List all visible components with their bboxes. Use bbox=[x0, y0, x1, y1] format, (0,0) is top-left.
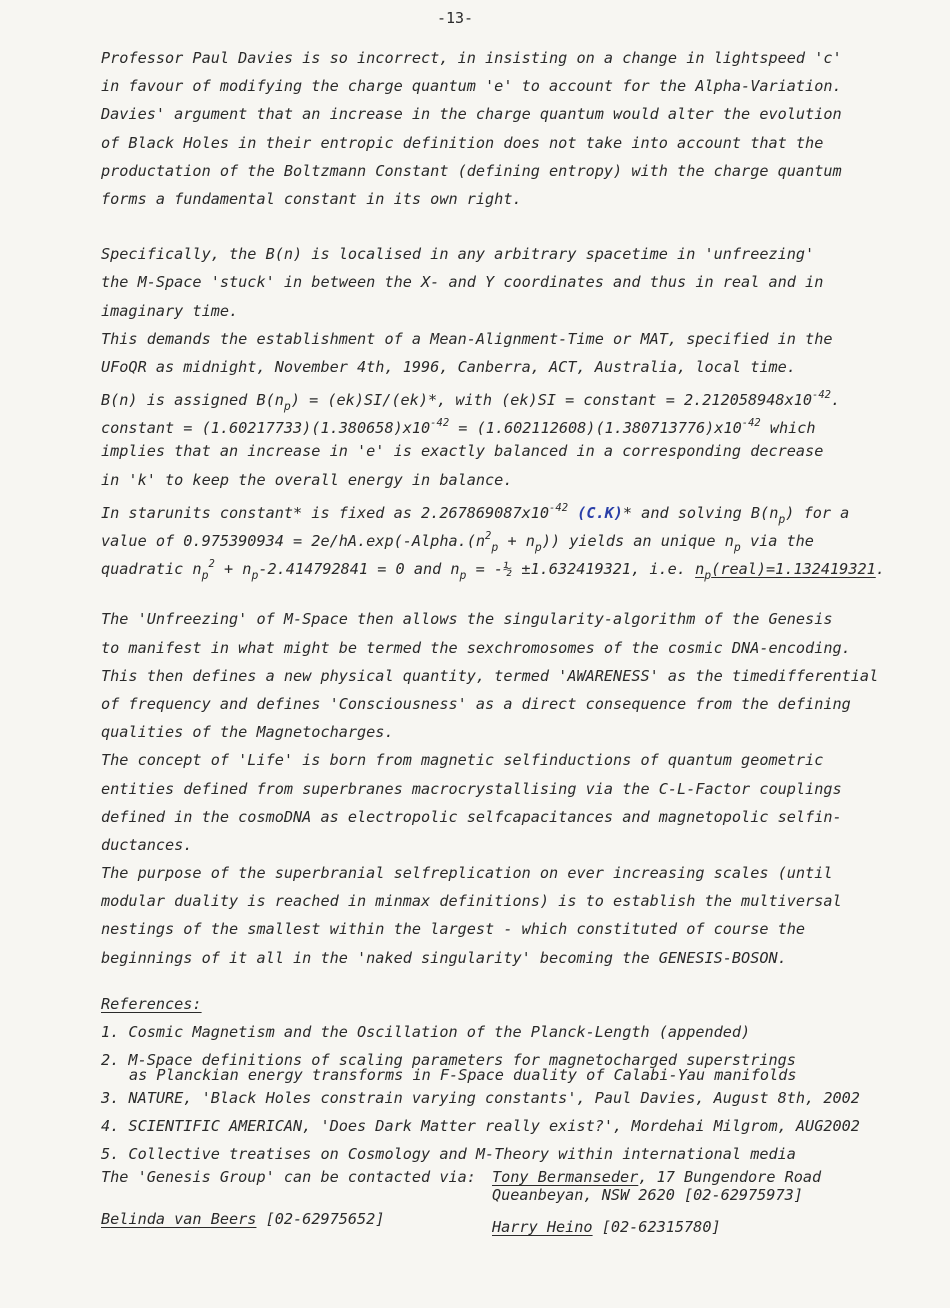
text-line: qualities of the Magnetocharges. bbox=[101, 723, 394, 742]
text-line: in favour of modifying the charge quantum 'e' to account for the Alpha-Variation. bbox=[101, 77, 842, 96]
reference-item-continuation: as Planckian energy transforms in F-Space duality of Calabi-Yau manifolds bbox=[129, 1065, 797, 1084]
text-line: forms a fundamental constant in its own right. bbox=[101, 189, 522, 208]
text-line: This then defines a new physical quantity, termed 'AWARENESS' as the timedifferential bbox=[101, 666, 879, 685]
equation-line: In starunits constant* is fixed as $2.267869087x10^{-42}$ (C.K)* and solving $B(n_p)$ for a bbox=[101, 501, 850, 526]
equation-line: B(n) is assigned $B(n_p) = (ek)SI/(ek)*$, with (ek)SI = constant = $2.212058948x10^{-42}$. bbox=[101, 389, 841, 414]
text-line: UFoQR as midnight, November 4th, 1996, Canberra, ACT, Australia, local time. bbox=[101, 357, 796, 376]
result-underlined: $n_p(real)=1.132419321$ bbox=[695, 560, 876, 583]
reference-item: 5. Collective treatises on Cosmology and M-Theory within international media bbox=[101, 1144, 796, 1163]
references-section bbox=[101, 990, 931, 1168]
text-line: of frequency and defines 'Consciousness' as a direct consequence from the defining bbox=[101, 694, 851, 713]
page-number: -13- bbox=[436, 9, 474, 27]
text-line: implies that an increase in 'e' is exactly balanced in a corresponding decrease bbox=[101, 442, 824, 461]
text-line: to manifest in what might be termed the sexchromosomes of the cosmic DNA-encoding. bbox=[101, 638, 851, 657]
paragraph-unfreezing bbox=[101, 605, 931, 971]
contact-harry: Harry Heino [02-62315780] bbox=[492, 1217, 721, 1236]
contact-belinda: Belinda van Beers [02-62975652] bbox=[101, 1209, 385, 1228]
text-line: nestings of the smallest within the largest - which constituted of course the bbox=[101, 920, 806, 939]
reference-item: 1. Cosmic Magnetism and the Oscillation of the Planck-Length (appended) bbox=[101, 1022, 751, 1041]
reference-item: 3. NATURE, 'Black Holes constrain varying constants', Paul Davies, August 8th, 2002 bbox=[101, 1088, 860, 1107]
text-line: beginnings of it all in the 'naked singularity' becoming the GENESIS-BOSON. bbox=[101, 948, 787, 967]
text-line: defined in the cosmoDNA as electropolic selfcapacitances and magnetopolic selfin- bbox=[101, 807, 842, 826]
references-heading: References: bbox=[101, 994, 202, 1013]
contact-tony-address: Queanbeyan, NSW 2620 [02-62975973] bbox=[492, 1185, 803, 1204]
text-line: productation of the Boltzmann Constant (defining entropy) with the charge quantum bbox=[101, 161, 842, 180]
text-line: modular duality is reached in minmax definitions) is to establish the multiversal bbox=[101, 892, 842, 911]
contact-tony: Tony Bermanseder, 17 Bungendore Road bbox=[492, 1167, 822, 1186]
text-line: ductances. bbox=[101, 835, 193, 854]
text-line: Professor Paul Davies is so incorrect, in insisting on a change in lightspeed 'c' bbox=[101, 49, 842, 67]
reference-item: 2. M-Space definitions of scaling parameters for magnetocharged superstrings bbox=[101, 1050, 796, 1069]
equation-line: constant = $(1.60217733)(1.380658)x10^{-42} = (1.602112608)(1.380713776)x10^{-42}$ which bbox=[101, 417, 816, 438]
text-line: The 'Unfreezing' of M-Space then allows the singularity-algorithm of the Genesis bbox=[101, 610, 833, 629]
text-line: This demands the establishment of a Mean-Alignment-Time or MAT, specified in the bbox=[101, 329, 833, 348]
text-line: imaginary time. bbox=[101, 301, 239, 320]
contact-block bbox=[101, 1168, 931, 1236]
equation-line: quadratic $n_p^2 + n_p-2.414792841 = 0$ and $n_p$ = -½ ±1.632419321, i.e. $n_p(real)=1.132419321$. bbox=[101, 558, 885, 583]
text-line: The purpose of the superbranial selfreplication on ever increasing scales (until bbox=[101, 864, 833, 883]
reference-item: 4. SCIENTIFIC AMERICAN, 'Does Dark Matter really exist?', Mordehai Milgrom, AUG2002 bbox=[101, 1116, 860, 1135]
text-line: the M-Space 'stuck' in between the X- and Y coordinates and thus in real and in bbox=[101, 273, 824, 292]
document-body bbox=[101, 44, 931, 1236]
equation-line: value of $0.975390934 = 2e/hA.\exp(-Alpha.(n^2_p + n_p))$ yields an unique $n_p$ via the bbox=[101, 530, 814, 554]
text-line: Davies' argument that an increase in the charge quantum would alter the evolution bbox=[101, 105, 842, 124]
paragraph-davies bbox=[101, 44, 931, 213]
text-line: of Black Holes in their entropic definition does not take into account that the bbox=[101, 133, 824, 152]
paragraph-bn bbox=[101, 240, 931, 583]
text-line: entities defined from superbranes macrocrystallising via the C-L-Factor couplings bbox=[101, 779, 842, 798]
text-line: Specifically, the B(n) is localised in any arbitrary spacetime in 'unfreezing' bbox=[101, 245, 815, 264]
handwritten-unit-annotation: (C.K) bbox=[577, 503, 623, 522]
text-line: in 'k' to keep the overall energy in balance. bbox=[101, 470, 513, 489]
text-line: The concept of 'Life' is born from magnetic selfinductions of quantum geometric bbox=[101, 751, 824, 770]
contact-intro: The 'Genesis Group' can be contacted via: bbox=[101, 1167, 476, 1186]
